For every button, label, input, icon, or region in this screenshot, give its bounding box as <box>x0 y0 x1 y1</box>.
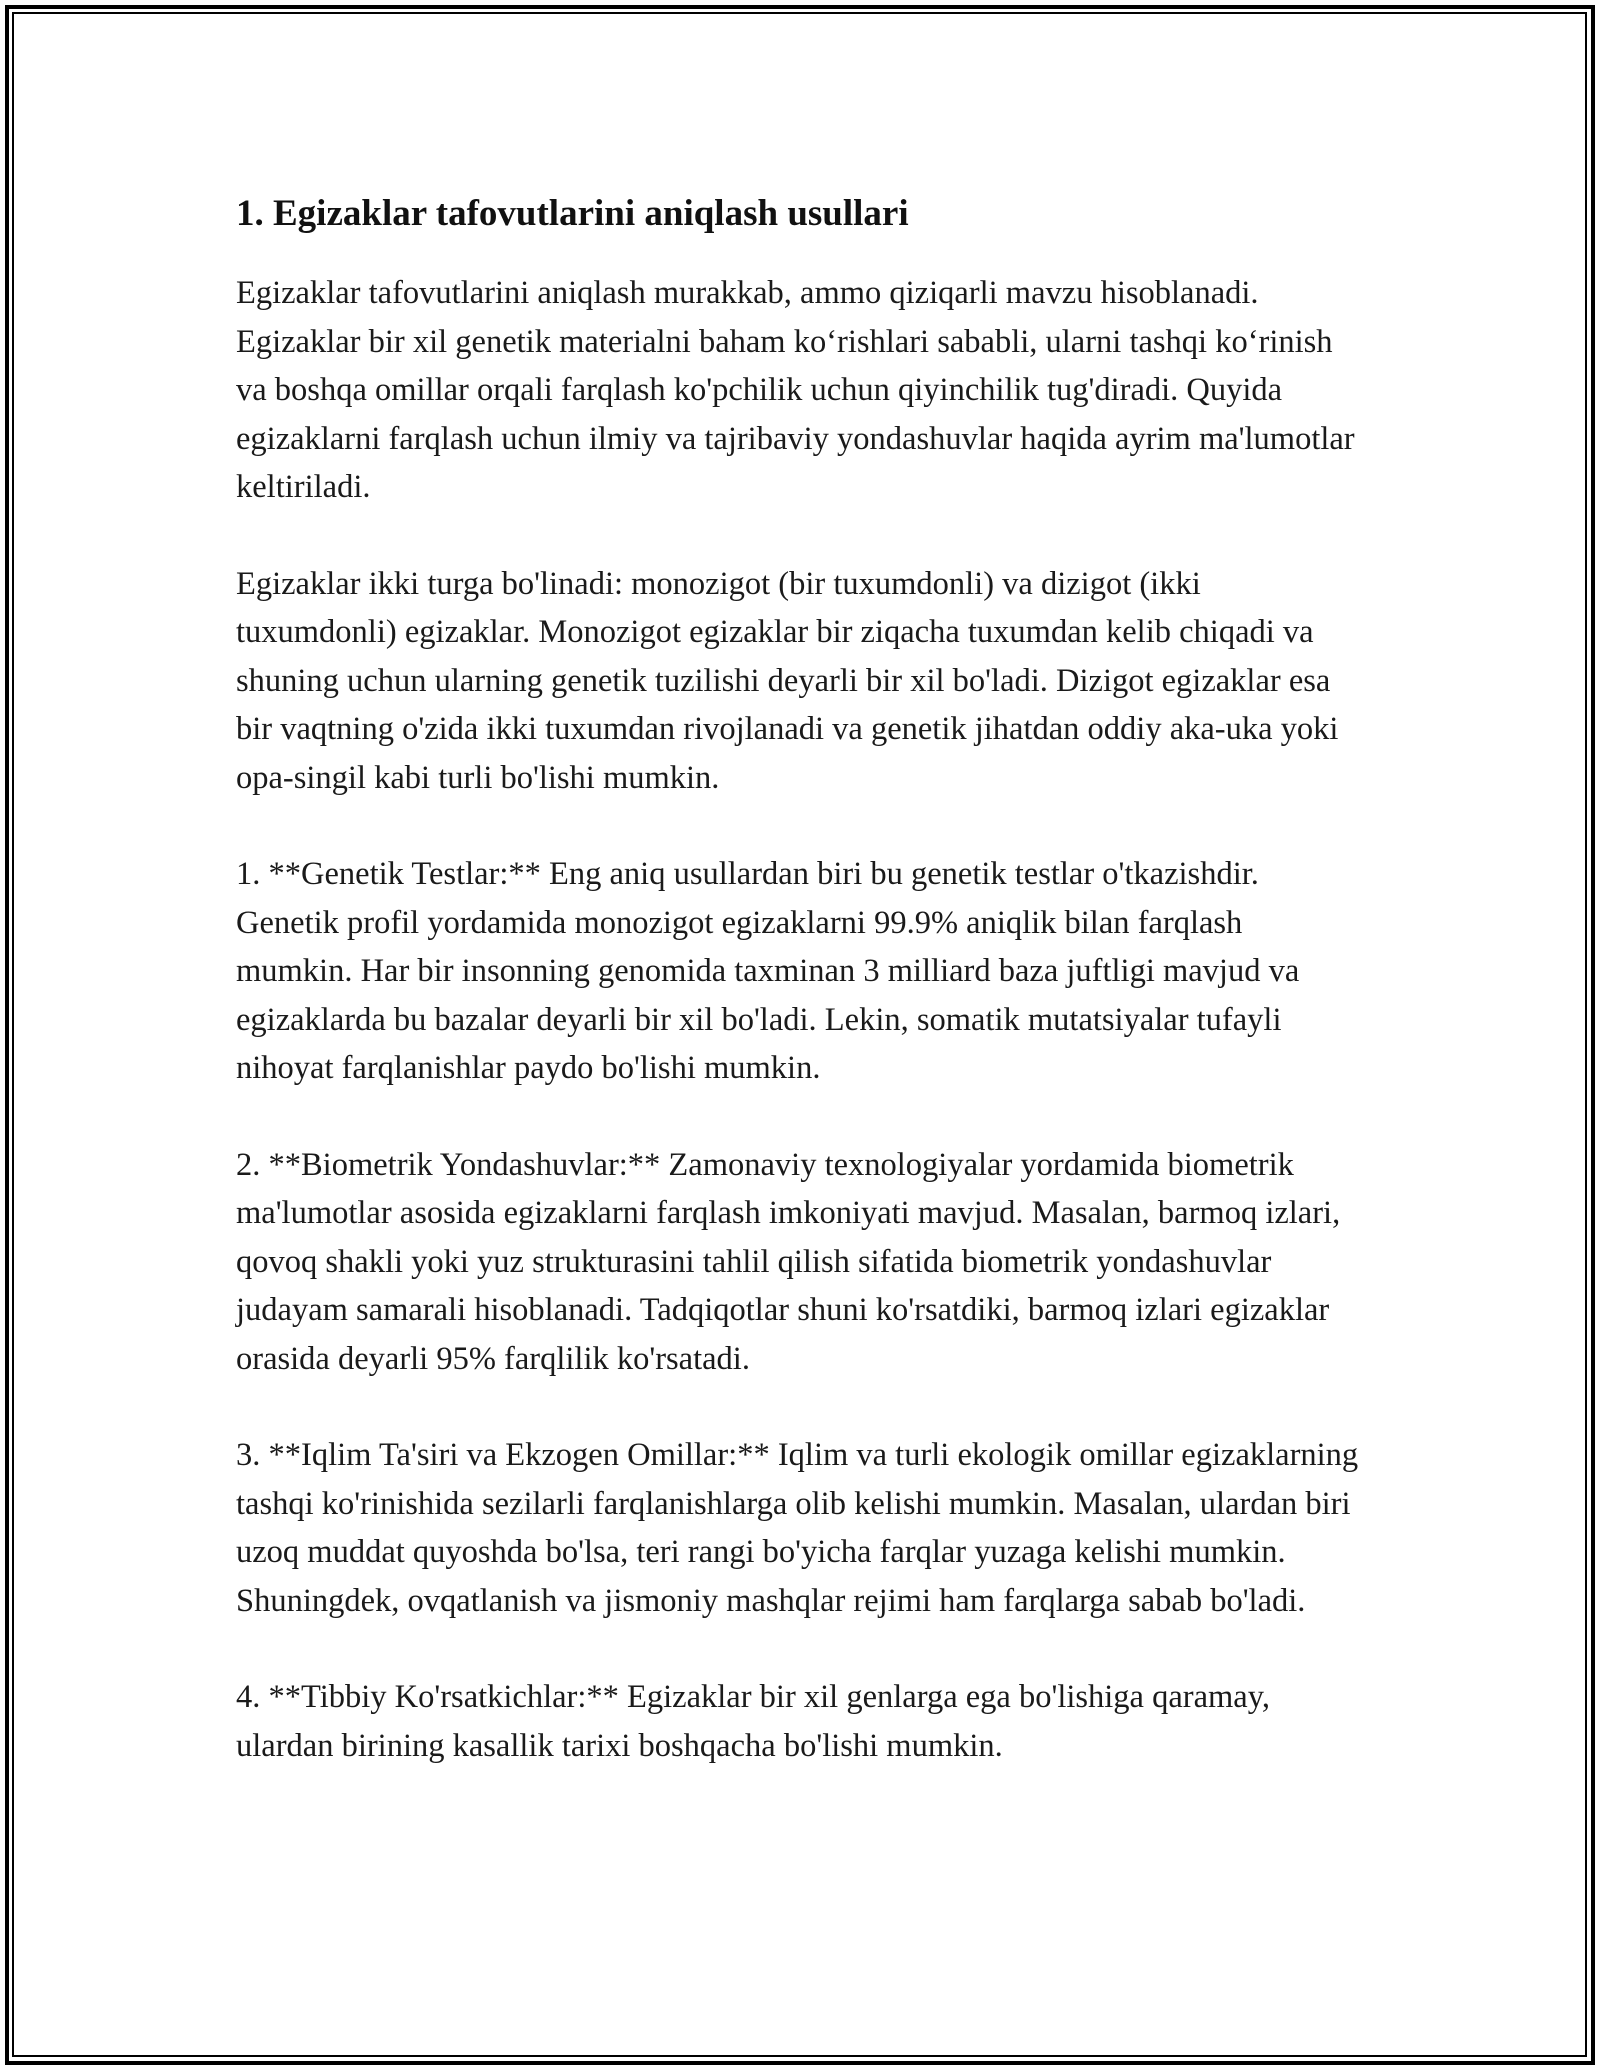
paragraph-biometric-approaches: 2. **Biometrik Yondashuvlar:** Zamonaviy texnologiyalar yordamida biometrik ma'lumotlar asosida egizaklarni farqlash imkoniyati mavjud. Masalan, barmoq izlari, qovoq shakli yoki yuz strukturasini tahlil qilish sifatida biometrik yondashuvlar judayam samarali hisoblanadi. Tadqiqotlar shuni ko'rsatdiki, barmoq izlari egizaklar orasida deyarli 95% farqlilik ko'rsatadi. <box>236 1146 1341 1377</box>
document-title: 1. Egizaklar tafovutlarini aniqlash usullari <box>236 193 909 234</box>
paragraph-intro: Egizaklar tafovutlarini aniqlash murakkab, ammo qiziqarli mavzu hisoblanadi. Egizaklar bir xil genetik materialni baham ko‘rishlari sababli, ularni tashqi ko‘rinish va boshqa omillar orqali farqlash ko'pchilik uchun qiyinchilik tug'diradi. Quyida egizaklarni farqlash uchun ilmiy va tajribaviy yondashuvlar haqida ayrim ma'lumotlar keltiriladi. <box>236 275 1355 505</box>
paragraph-twin-types: Egizaklar ikki turga bo'linadi: monozigot (bir tuxumdonli) va dizigot (ikki tuxumdonli) egizaklar. Monozigot egizaklar bir ziqacha tuxumdan kelib chiqadi va shuning uchun ularning genetik tuzilishi deyarli bir xil bo'ladi. Dizigot egizaklar esa bir vaqtning o'zida ikki tuxumdan rivojlanadi va genetik jihatdan oddiy aka-uka yoki opa-singil kabi turli bo'lishi mumkin. <box>236 565 1339 796</box>
paragraph-medical-indicators: 4. **Tibbiy Ko'rsatkichlar:** Egizaklar bir xil genlarga ega bo'lishiga qaramay, ulardan birining kasallik tarixi boshqacha bo'lishi mumkin. <box>236 1679 1271 1764</box>
document-body <box>236 186 1364 1818</box>
paragraph-genetic-tests: 1. **Genetik Testlar:** Eng aniq usullardan biri bu genetik testlar o'tkazishdir. Genetik profil yordamida monozigot egizaklarni 99.9% aniqlik bilan farqlash mumkin. Har bir insonning genomida taxminan 3 milliard baza juftligi mavjud va egizaklarda bu bazalar deyarli bir xil bo'ladi. Lekin, somatik mutatsiyalar tufayli nihoyat farqlanishlar paydo bo'lishi mumkin. <box>236 856 1300 1086</box>
paragraph-climate-factors: 3. **Iqlim Ta'siri va Ekzogen Omillar:** Iqlim va turli ekologik omillar egizaklarning tashqi ko'rinishida sezilarli farqlanishlarga olib kelishi mumkin. Masalan, ulardan biri uzoq muddat quyoshda bo'lsa, teri rangi bo'yicha farqlar yuzaga kelishi mumkin. Shuningdek, ovqatlanish va jismoniy mashqlar rejimi ham farqlarga sabab bo'ladi. <box>236 1437 1359 1619</box>
